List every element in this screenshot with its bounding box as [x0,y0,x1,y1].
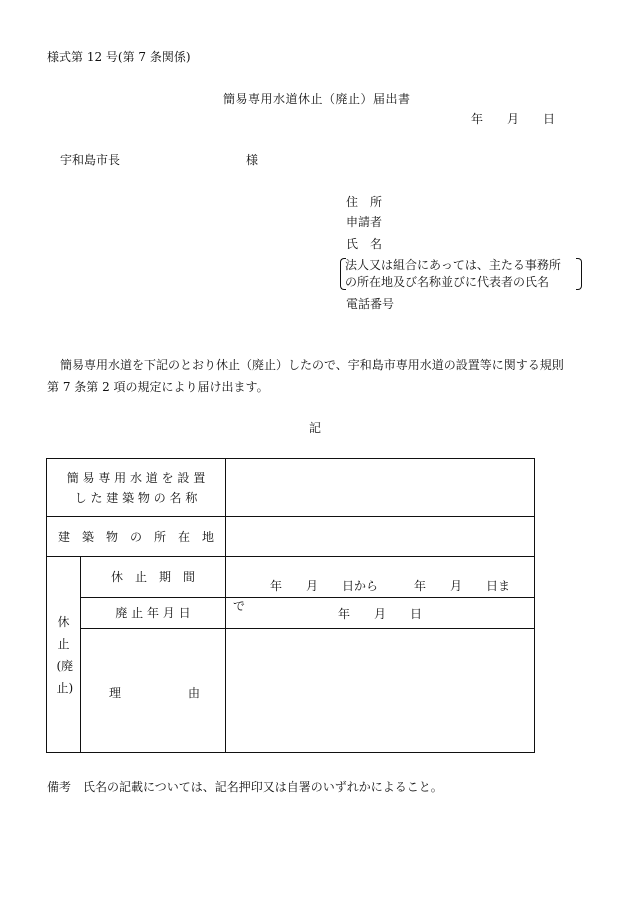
building-name-label-line2: し た 建 築 物 の 名 称 [74,490,198,505]
abolition-date-value: 年 月 日 [337,606,422,621]
abolition-date-field[interactable] [226,598,535,629]
reason-label-char-1: 理 [109,685,122,700]
body-paragraph-line1: 簡易専用水道を下記のとおり休止（廃止）したので、宇和島市専用水道の設置等に関する規則 [60,358,564,372]
submission-date: 年 月 日 [471,112,556,126]
document-title: 簡易専用水道休止（廃止）届出書 [223,92,411,106]
corporation-note [340,256,582,290]
addressee-name: 宇和島市長 [60,153,121,167]
building-name-field[interactable] [226,459,535,517]
suspension-period-label [81,557,226,598]
table-row [47,598,535,629]
notification-table [46,458,535,753]
address-label: 住 所 [346,195,383,209]
table-row [47,557,535,598]
building-location-field[interactable] [226,517,535,557]
side-label-char-3: (廃 [56,658,74,673]
table-row [47,629,535,753]
suspension-period-field[interactable] [226,557,535,613]
footnote: 備考 氏名の記載については、記名押印又は自署のいずれかによること。 [47,780,443,794]
ki-heading: 記 [309,421,322,435]
corporation-note-line1: 法人又は組合にあっては、主たる事務所 [345,258,561,272]
name-label: 氏 名 [346,237,383,251]
table-row [47,517,535,557]
abolition-date-label-text: 廃 止 年 月 日 [115,606,191,620]
side-label-char-2: 止 [57,636,70,651]
suspension-period-label-text: 休 止 期 間 [110,570,195,584]
building-location-label-text: 建 築 物 の 所 在 地 [57,529,214,544]
right-bracket [576,258,582,290]
side-label-char-1: 休 [57,614,70,629]
building-name-label-line1: 簡 易 専 用 水 道 を 設 置 [66,470,206,485]
suspension-period-value-line2: で [233,599,246,613]
reason-label [81,629,226,753]
table-row [47,459,535,517]
suspension-abolition-side-label [47,557,81,753]
applicant-label: 申請者 [346,215,383,229]
side-label-char-4: 止) [56,680,74,695]
reason-label-char-2: 由 [188,685,201,700]
phone-label: 電話番号 [346,297,395,311]
corporation-note-line2: の所在地及び名称並びに代表者の氏名 [345,275,550,289]
reason-field[interactable] [226,629,535,753]
building-location-label [47,517,226,557]
form-number: 様式第 12 号(第 7 条関係) [47,50,191,64]
addressee-honorific: 様 [246,153,259,167]
building-name-label [47,459,226,517]
body-paragraph-line2: 第 7 条第 2 項の規定により届け出ます。 [47,380,269,394]
abolition-date-label [81,598,226,629]
suspension-period-value-line1: 年 月 日から 年 月 日ま [270,579,511,593]
